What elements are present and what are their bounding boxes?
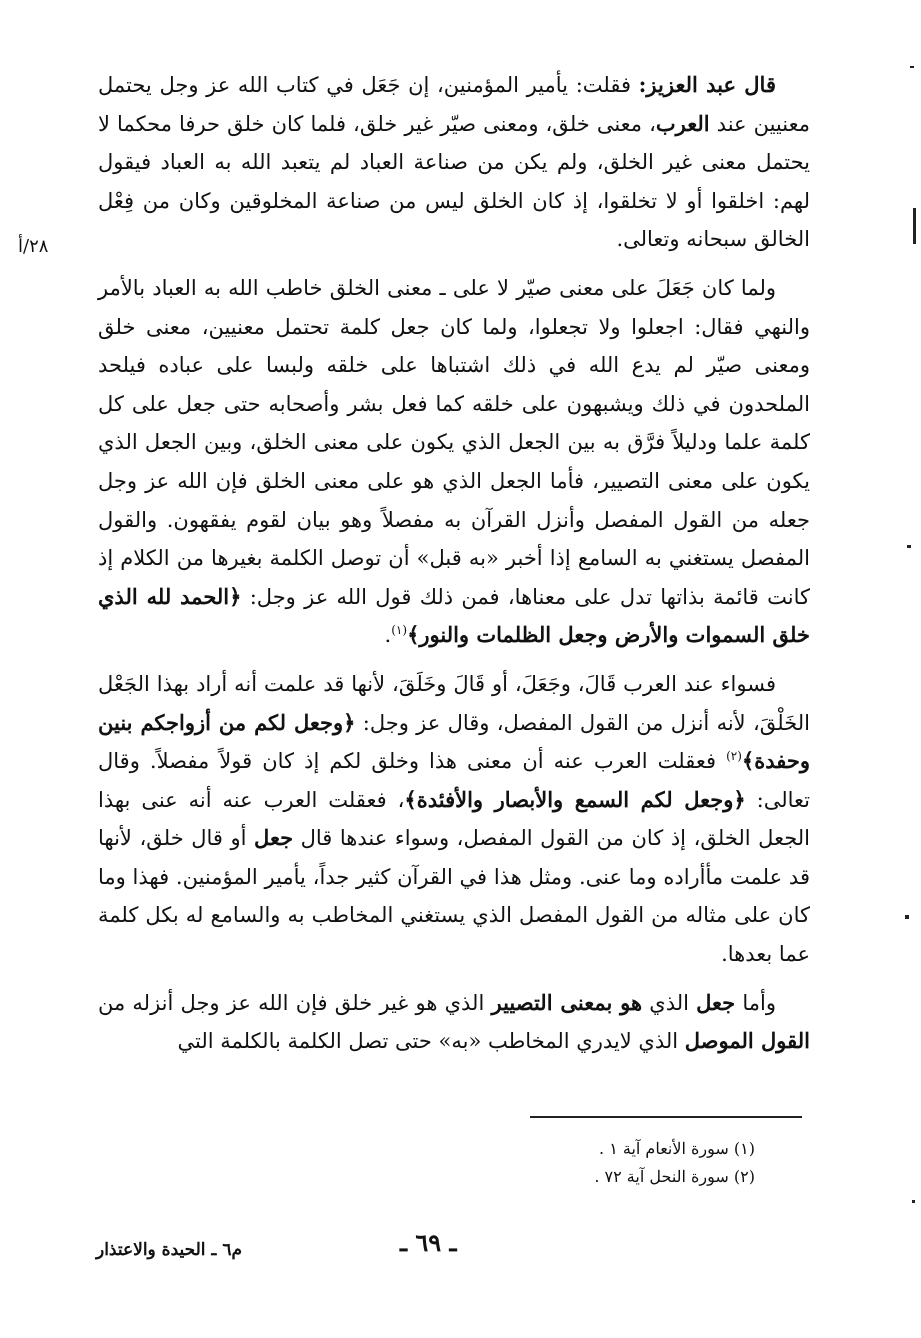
footer-signature: م٦ ـ الحيدة والاعتذار (96, 1240, 243, 1260)
paragraph (98, 66, 810, 259)
footnotes (455, 1135, 755, 1191)
bold-phrase: قال عبد العزيز: (638, 72, 776, 97)
text-run: الذي لايدري المخاطب «به» حتى تصل الكلمة بالكلمة التي (177, 1029, 685, 1054)
footnote-ref: (٢) (726, 749, 742, 764)
text-run: وأما (735, 990, 776, 1015)
paragraph (98, 269, 810, 655)
bold-phrase: العرب (655, 110, 710, 136)
footnote-ref: (١) (391, 623, 408, 638)
body-text (98, 66, 810, 1061)
margin-folio-note: ٢٨/أ (18, 236, 49, 257)
scan-edge-mark (912, 1200, 915, 1203)
text-run: فعقلت العرب عنه أن معنى هذا وخلق لكم إذ كان قولاً مفصلاً. وقال تعالى: (98, 749, 810, 812)
footnote-1: (١) سورة الأنعام آية ١ . (599, 1139, 755, 1158)
scan-edge-mark (910, 66, 914, 68)
text-run: فقلت: يأمير المؤمنين، إن جَعَل في كتاب الله عز وجل يحتمل معنيين عند (98, 73, 810, 136)
bold-phrase: ﴿الحمد لله الذي خلق السموات والأرض وجعل الظلمات والنور﴾ (98, 583, 810, 648)
scan-edge-mark (913, 208, 916, 244)
paragraph (98, 665, 810, 974)
text-run: فسواء عند العرب قَالَ، وجَعَلَ، أو قَالَ وخَلَقَ، لأنها قد علمت أنه أراد بهذا الجَعْل الخَلْقَ، لأنه أنزل من القول المفصل، وقال عز وجل: (98, 671, 810, 735)
text-run: أو قال خلق، لأنها قد علمت مأأراده وما عنى. ومثل هذا في القرآن كثير جداً، يأمير المؤمنين. فهذا وما كان على مثاله من القول المفصل الذي يستغني المخاطب به والسامع له بكل كلمة عما بعدها. (98, 826, 810, 967)
text-run: ، فعقلت العرب عنه أنه عنى بهذا الجعل الخلق، إذ كان من القول المفصل، وسواء عندها قال (98, 787, 810, 851)
paragraph (98, 984, 810, 1061)
text-run: ، معنى خلق، ومعنى صيّر غير خلق، فلما كان خلق حرفا محكما لا يحتمل معنى غير الخلق، ولم يكن من صناعة العباد لم يتعبد الله به العباد فيقول لهم: اخلقوا أو لا تخلقوا، إذ كان الخلق ليس من صناعة المخلوقين وكان من فِعْل الخالق سبحانه وتعالى. (98, 111, 810, 252)
bold-phrase: هو بمعنى التصيير (491, 989, 643, 1015)
bold-phrase: ﴿وجعل لكم من أزواجكم بنين وحفدة﴾ (98, 709, 810, 774)
text-run: ولما كان جَعَلَ على معنى صيّر لا على ـ معنى الخلق خاطب الله به العباد بالأمر والنهي فقال: اجعلوا ولا تجعلوا، ولما كان جعل كلمة تحتمل معنيين، معنى خلق ومعنى صيّر لم يدع الله في ذلك اشتباها على خلقه ولبسا على عباده فيلحد الملحدون في ذلك ويشبهون على خلقه كما فعل بشر وأصحابه حتى جعل على كل كلمة علما ودليلاً فرَّق به بين الجعل الذي يكون على معنى الخلق، وبين الجعل الذي يكون على معنى التصيير، فأما الجعل الذي هو على معنى الخلق فإن الله عز وجل جعله من القول المفصل وأنزل القرآن به مفصلاً وهو بيان لقوم يفقهون. والقول المفصل يستغني به السامع إذا أخبر «به قبل» أن توصل الكلمة بغيرها من الكلام إذ كانت قائمة بذاتها تدل على معناها، فمن ذلك قول الله عز وجل: (98, 275, 810, 609)
text-run: الذي هو غير خلق فإن الله عز وجل أنزله من (98, 990, 492, 1015)
text-run: . (384, 623, 392, 648)
bold-phrase: جعل (696, 989, 736, 1015)
scan-edge-mark (905, 915, 909, 919)
bold-phrase: جعل (254, 825, 294, 851)
page-number: ـ ٦٩ ـ (400, 1228, 457, 1257)
bold-phrase: ﴿وجعل لكم السمع والأبصار والأفئدة﴾ (404, 786, 746, 812)
footnote-separator (530, 1116, 802, 1118)
bold-phrase: القول الموصل (684, 1028, 810, 1054)
footnote-2: (٢) سورة النحل آية ٧٢ . (594, 1167, 755, 1186)
scan-edge-mark (907, 545, 911, 548)
text-run: الذي (642, 990, 697, 1015)
